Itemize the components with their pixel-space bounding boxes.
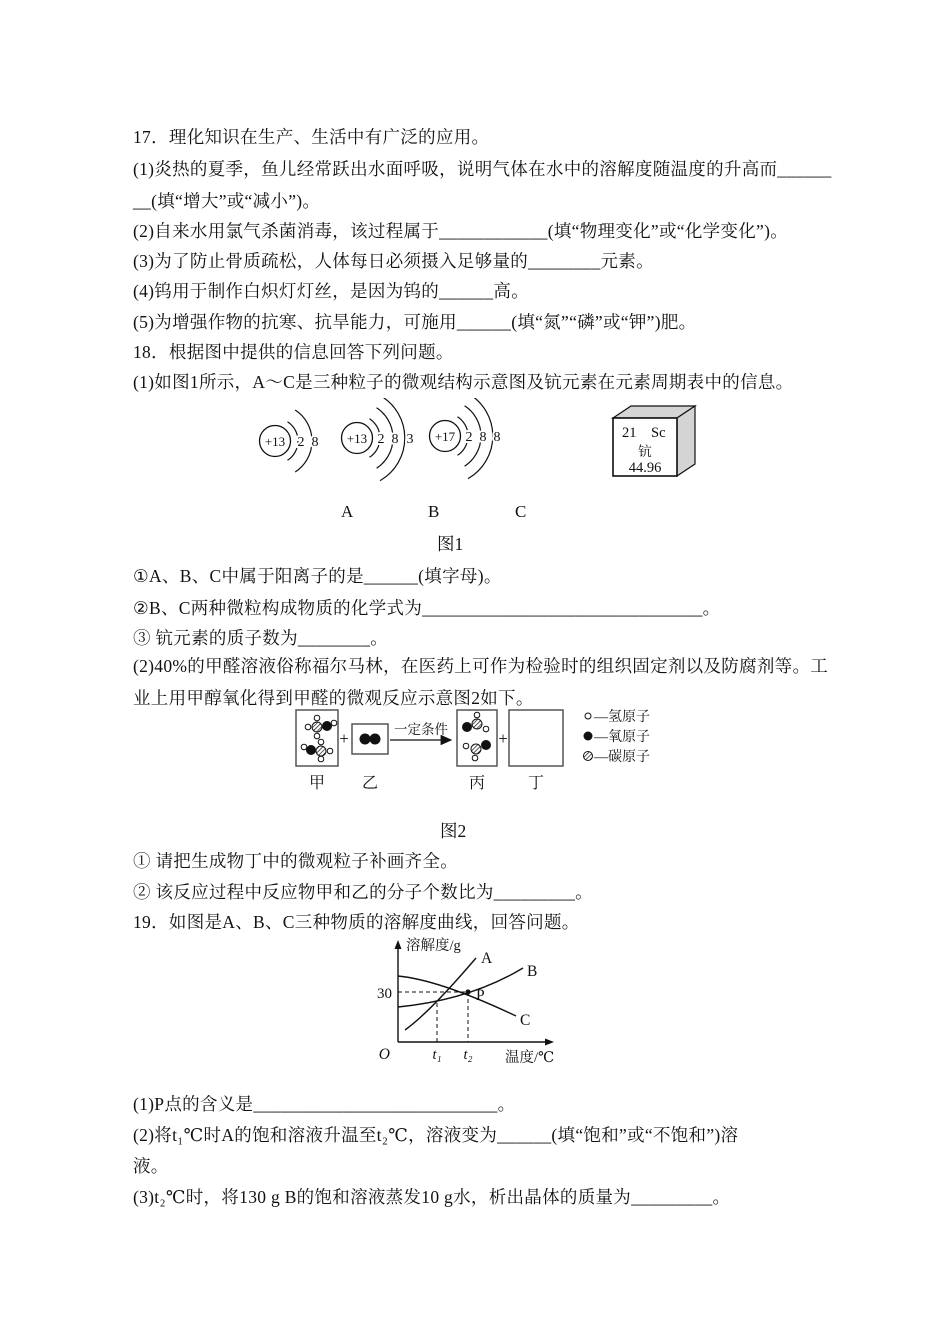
fig1-label-a: A	[341, 502, 354, 521]
fig2-caption: 图2	[440, 821, 467, 841]
figure2-reaction-diagram	[280, 702, 680, 794]
curve-c-label: C	[520, 1012, 531, 1029]
box-ding-empty	[509, 710, 563, 766]
box-bing-formaldehyde	[457, 710, 497, 766]
q17-item2: (2)自来水用氯气杀菌消毒，该过程属于____________(填“物理变化”或“化学变化”)。	[133, 221, 789, 241]
atom-c-shell1: 2	[465, 430, 473, 445]
atom-c-shell2: 8	[479, 430, 487, 445]
atom-b-shell2: 8	[391, 432, 399, 447]
atom-b-diagram	[342, 398, 414, 481]
box-label-yi: 乙	[361, 775, 379, 792]
q17-item5: (5)为增强作物的抗寒、抗旱能力，可施用______(填“氮”“磷”或“钾”)肥。	[133, 312, 697, 332]
q19-item3: (3)t₂℃时，将130 g B的饱和溶液蒸发10 g水，析出晶体的质量为_________。	[133, 1187, 731, 1207]
atom-b-shell1: 2	[377, 432, 385, 447]
fig1-caption: 图1	[437, 534, 464, 554]
atom-c-nucleus: +17	[434, 429, 456, 444]
curve-b	[398, 968, 523, 1007]
fig1-label-b: B	[428, 502, 440, 521]
q18-sub2-2: ② 该反应过程中反应物甲和乙的分子个数比为_________。	[133, 882, 593, 902]
element-number: 21	[622, 425, 637, 441]
element-symbol: Sc	[651, 425, 666, 441]
box-label-ding: 丁	[527, 775, 545, 792]
q19-title: 19．如图是A、B、C三种物质的溶解度曲线，回答问题。	[133, 912, 580, 932]
origin-label: O	[378, 1046, 390, 1063]
atom-a-diagram	[260, 410, 319, 472]
x-tick-t1: t₁	[432, 1047, 442, 1063]
atom-c-diagram	[430, 398, 501, 479]
box-label-jia: 甲	[308, 775, 326, 792]
q19-item1: (1)P点的含义是___________________________。	[133, 1094, 516, 1114]
q18-sub2-1: ① 请把生成物丁中的微观粒子补画齐全。	[133, 851, 459, 871]
q17-item4: (4)钨用于制作白炽灯灯丝，是因为钨的______高。	[133, 281, 530, 301]
solubility-chart	[335, 932, 645, 1074]
q18-sub3: ③ 钪元素的质子数为________。	[133, 628, 389, 648]
box-label-bing: 丙	[468, 775, 486, 792]
atom-a-nucleus: +13	[264, 434, 286, 449]
point-p-label: P	[476, 987, 485, 1004]
fig1-label-c: C	[515, 502, 527, 521]
box-jia-methanol	[296, 710, 338, 766]
q18-title: 18．根据图中提供的信息回答下列问题。	[133, 342, 454, 362]
q17-item1-line2: __(填“增大”或“减小”)。	[133, 191, 321, 211]
q18-item2-line2: 业上用甲醇氧化得到甲醛的微观反应示意图2如下。	[133, 688, 534, 708]
q18-sub2: ②B、C两种微粒构成物质的化学式为_______________________________。	[133, 598, 721, 618]
q18-item2-line1: (2)40%的甲醛溶液俗称福尔马林，在医药上可作为检验时的组织固定剂以及防腐剂等。工	[133, 656, 829, 676]
x-axis-label: 温度/℃	[505, 1050, 555, 1066]
atom-b-nucleus: +13	[346, 431, 368, 446]
curve-a-label: A	[481, 950, 493, 967]
element-mass: 44.96	[628, 460, 662, 476]
reaction-arrow	[390, 722, 451, 740]
legend-hydrogen: —氢原子	[594, 710, 650, 725]
q18-item1: (1)如图1所示，A～C是三种粒子的微观结构示意图及钪元素在元素周期表中的信息。	[133, 372, 794, 392]
q17-title: 17．理化知识在生产、生活中有广泛的应用。	[133, 127, 490, 147]
atom-c-shell3: 8	[493, 430, 501, 445]
x-tick-t2: t₂	[463, 1047, 473, 1063]
point-p	[465, 989, 470, 994]
y-tick-30: 30	[377, 986, 392, 1002]
atom-a-shell2: 8	[311, 435, 319, 450]
legend-oxygen: —氧原子	[594, 730, 650, 745]
q17-item3: (3)为了防止骨质疏松，人体每日必须摄入足够量的________元素。	[133, 251, 654, 271]
plus-sign-1: +	[339, 729, 349, 748]
q18-sub1: ①A、B、C中属于阳离子的是______(填字母)。	[133, 566, 502, 586]
atom-b-shell3: 3	[406, 432, 414, 447]
x-axis-arrow	[545, 1039, 554, 1046]
fig2-legend	[584, 709, 651, 765]
element-cell-sc	[613, 406, 695, 476]
dashed-guides	[398, 992, 468, 1042]
y-axis-arrow	[395, 940, 402, 949]
atom-a-shell1: 2	[297, 435, 305, 450]
element-name: 钪	[638, 444, 652, 459]
y-axis-label: 溶解度/g	[406, 938, 461, 954]
q19-item2-line1: (2)将t₁℃时A的饱和溶液升温至t₂℃，溶液变为______(填“饱和”或“不饱和”)溶	[133, 1125, 739, 1145]
q17-item1-line1: (1)炎热的夏季，鱼儿经常跃出水面呼吸，说明气体在水中的溶解度随温度的升高而______	[133, 159, 832, 179]
legend-carbon: —碳原子	[594, 750, 650, 765]
plus-sign-2: +	[498, 729, 508, 748]
figure1-atomic-diagrams	[230, 398, 700, 498]
reaction-condition: 一定条件	[394, 722, 448, 737]
q19-item2-line2: 液。	[133, 1156, 169, 1176]
curve-b-label: B	[527, 963, 538, 980]
box-yi-oxygen	[352, 724, 388, 754]
